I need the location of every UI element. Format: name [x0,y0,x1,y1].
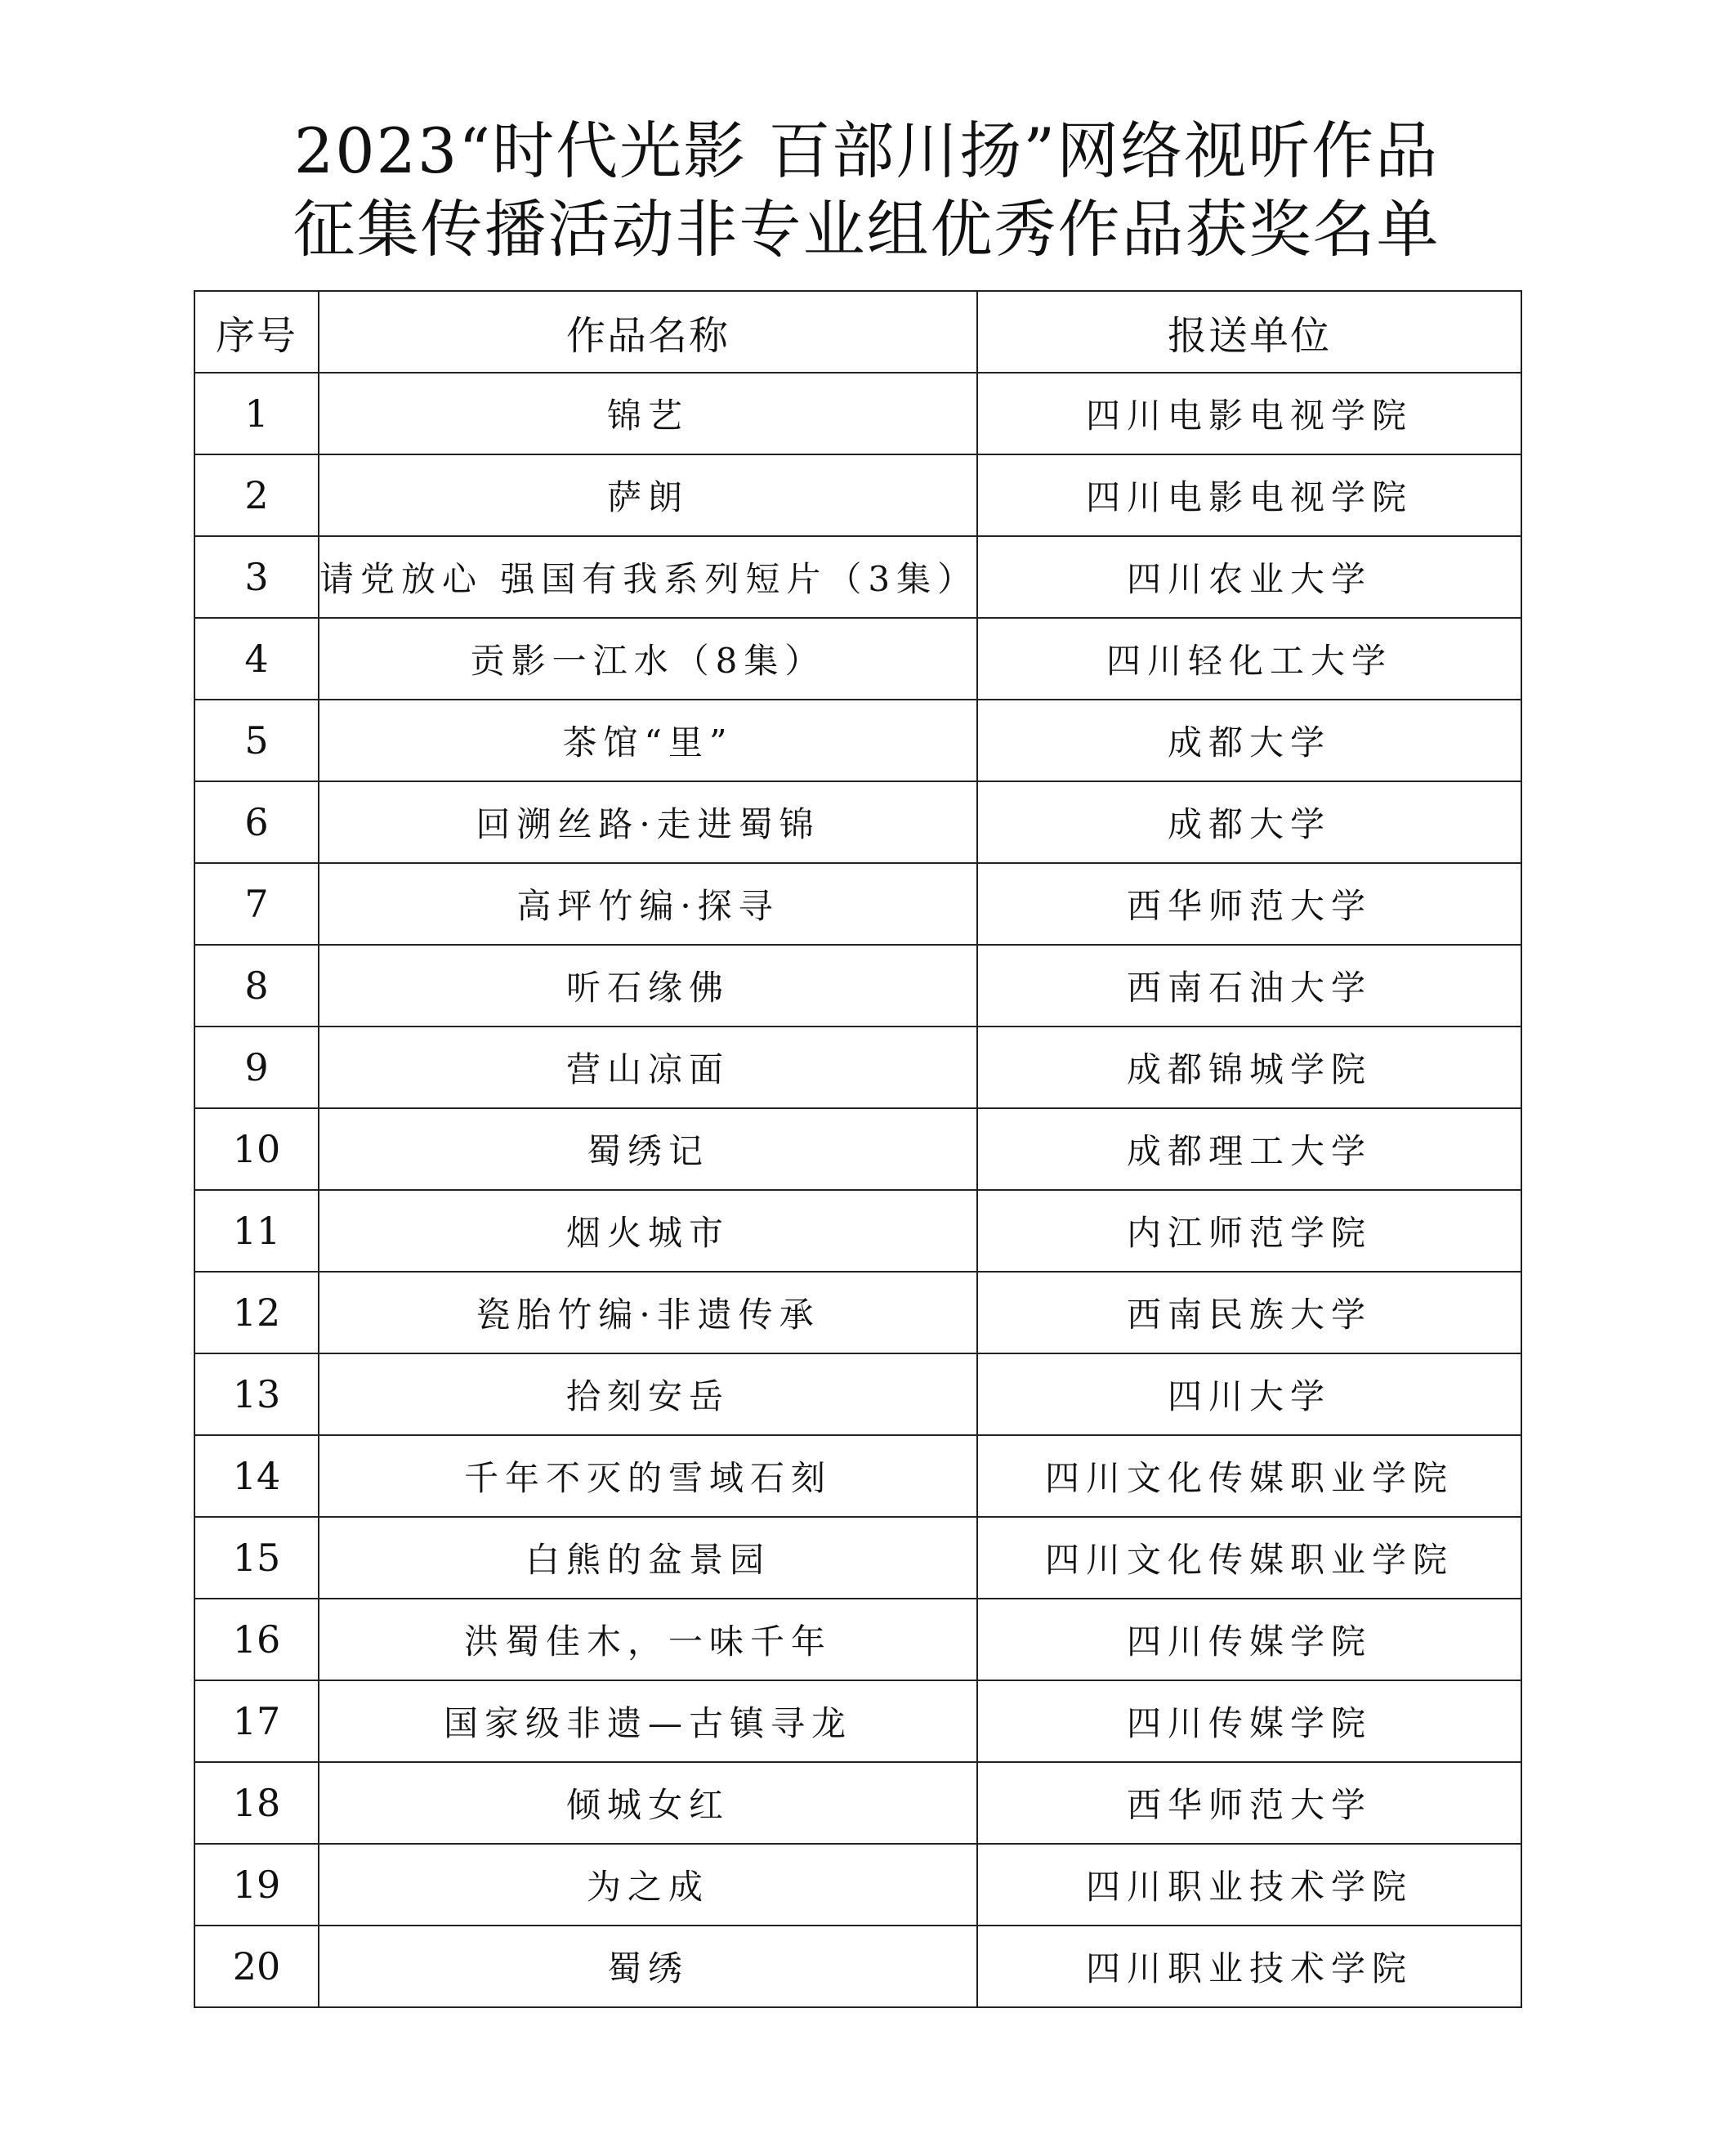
row-work-title: 请党放心 强国有我系列短片（3集） [319,536,977,618]
row-serial-number: 4 [194,618,319,700]
row-serial-number: 15 [194,1517,319,1599]
row-serial-number: 16 [194,1599,319,1680]
row-submitting-unit: 四川文化传媒职业学院 [977,1435,1521,1517]
table-header-row [194,291,1521,373]
row-submitting-unit: 四川电影电视学院 [977,454,1521,536]
row-work-title: 蜀绣记 [319,1108,977,1190]
row-work-title: 高坪竹编·探寻 [319,863,977,945]
row-work-title: 洪蜀佳木，一味千年 [319,1599,977,1680]
table-row [194,945,1521,1027]
row-serial-number: 20 [194,1926,319,2007]
row-submitting-unit: 西华师范大学 [977,1762,1521,1844]
row-work-title: 拾刻安岳 [319,1353,977,1435]
document-title-line-2: 征集传播活动非专业组优秀作品获奖名单 [293,193,1440,266]
row-submitting-unit: 四川职业技术学院 [977,1844,1521,1926]
row-work-title: 萨朗 [319,454,977,536]
row-serial-number: 6 [194,781,319,863]
row-serial-number: 8 [194,945,319,1027]
row-work-title: 烟火城市 [319,1190,977,1272]
table-row [194,1926,1521,2007]
row-submitting-unit: 四川电影电视学院 [977,373,1521,454]
row-submitting-unit: 四川职业技术学院 [977,1926,1521,2007]
row-work-title: 听石缘佛 [319,945,977,1027]
table-row [194,1680,1521,1762]
header-serial-number: 序号 [194,291,319,373]
row-submitting-unit: 四川农业大学 [977,536,1521,618]
row-work-title: 千年不灭的雪域石刻 [319,1435,977,1517]
table-row [194,1027,1521,1108]
row-work-title: 国家级非遗—古镇寻龙 [319,1680,977,1762]
row-submitting-unit: 成都大学 [977,700,1521,781]
row-work-title: 为之成 [319,1844,977,1926]
table-row [194,373,1521,454]
row-work-title: 茶馆“里” [319,700,977,781]
table-row [194,700,1521,781]
row-work-title: 贡影一江水（8集） [319,618,977,700]
row-submitting-unit: 西南民族大学 [977,1272,1521,1353]
row-serial-number: 14 [194,1435,319,1517]
row-work-title: 倾城女红 [319,1762,977,1844]
row-serial-number: 10 [194,1108,319,1190]
table-row [194,618,1521,700]
awards-table-body [194,373,1521,2007]
row-serial-number: 7 [194,863,319,945]
table-row [194,1599,1521,1680]
table-row [194,1517,1521,1599]
row-submitting-unit: 西南石油大学 [977,945,1521,1027]
row-submitting-unit: 内江师范学院 [977,1190,1521,1272]
table-row [194,1272,1521,1353]
row-submitting-unit: 成都理工大学 [977,1108,1521,1190]
header-work-title: 作品名称 [319,291,977,373]
table-row [194,1435,1521,1517]
row-submitting-unit: 四川轻化工大学 [977,618,1521,700]
table-row [194,454,1521,536]
row-submitting-unit: 四川传媒学院 [977,1599,1521,1680]
row-submitting-unit: 西华师范大学 [977,863,1521,945]
row-serial-number: 12 [194,1272,319,1353]
table-row [194,1844,1521,1926]
row-serial-number: 2 [194,454,319,536]
row-submitting-unit: 成都锦城学院 [977,1027,1521,1108]
row-work-title: 白熊的盆景园 [319,1517,977,1599]
table-row [194,1190,1521,1272]
row-serial-number: 19 [194,1844,319,1926]
header-submitting-unit: 报送单位 [977,291,1521,373]
row-serial-number: 5 [194,700,319,781]
document-title-line-1: 2023“时代光影 百部川扬”网络视听作品 [293,114,1440,187]
row-work-title: 锦艺 [319,373,977,454]
table-row [194,781,1521,863]
row-serial-number: 11 [194,1190,319,1272]
row-serial-number: 3 [194,536,319,618]
table-row [194,1762,1521,1844]
row-serial-number: 1 [194,373,319,454]
table-row [194,536,1521,618]
row-serial-number: 18 [194,1762,319,1844]
row-submitting-unit: 四川传媒学院 [977,1680,1521,1762]
row-serial-number: 9 [194,1027,319,1108]
table-row [194,1108,1521,1190]
row-submitting-unit: 成都大学 [977,781,1521,863]
row-submitting-unit: 四川文化传媒职业学院 [977,1517,1521,1599]
awards-table [194,290,1522,2008]
row-work-title: 蜀绣 [319,1926,977,2007]
row-submitting-unit: 四川大学 [977,1353,1521,1435]
row-work-title: 回溯丝路·走进蜀锦 [319,781,977,863]
table-row [194,863,1521,945]
row-serial-number: 13 [194,1353,319,1435]
row-work-title: 营山凉面 [319,1027,977,1108]
table-row [194,1353,1521,1435]
row-serial-number: 17 [194,1680,319,1762]
row-work-title: 瓷胎竹编·非遗传承 [319,1272,977,1353]
